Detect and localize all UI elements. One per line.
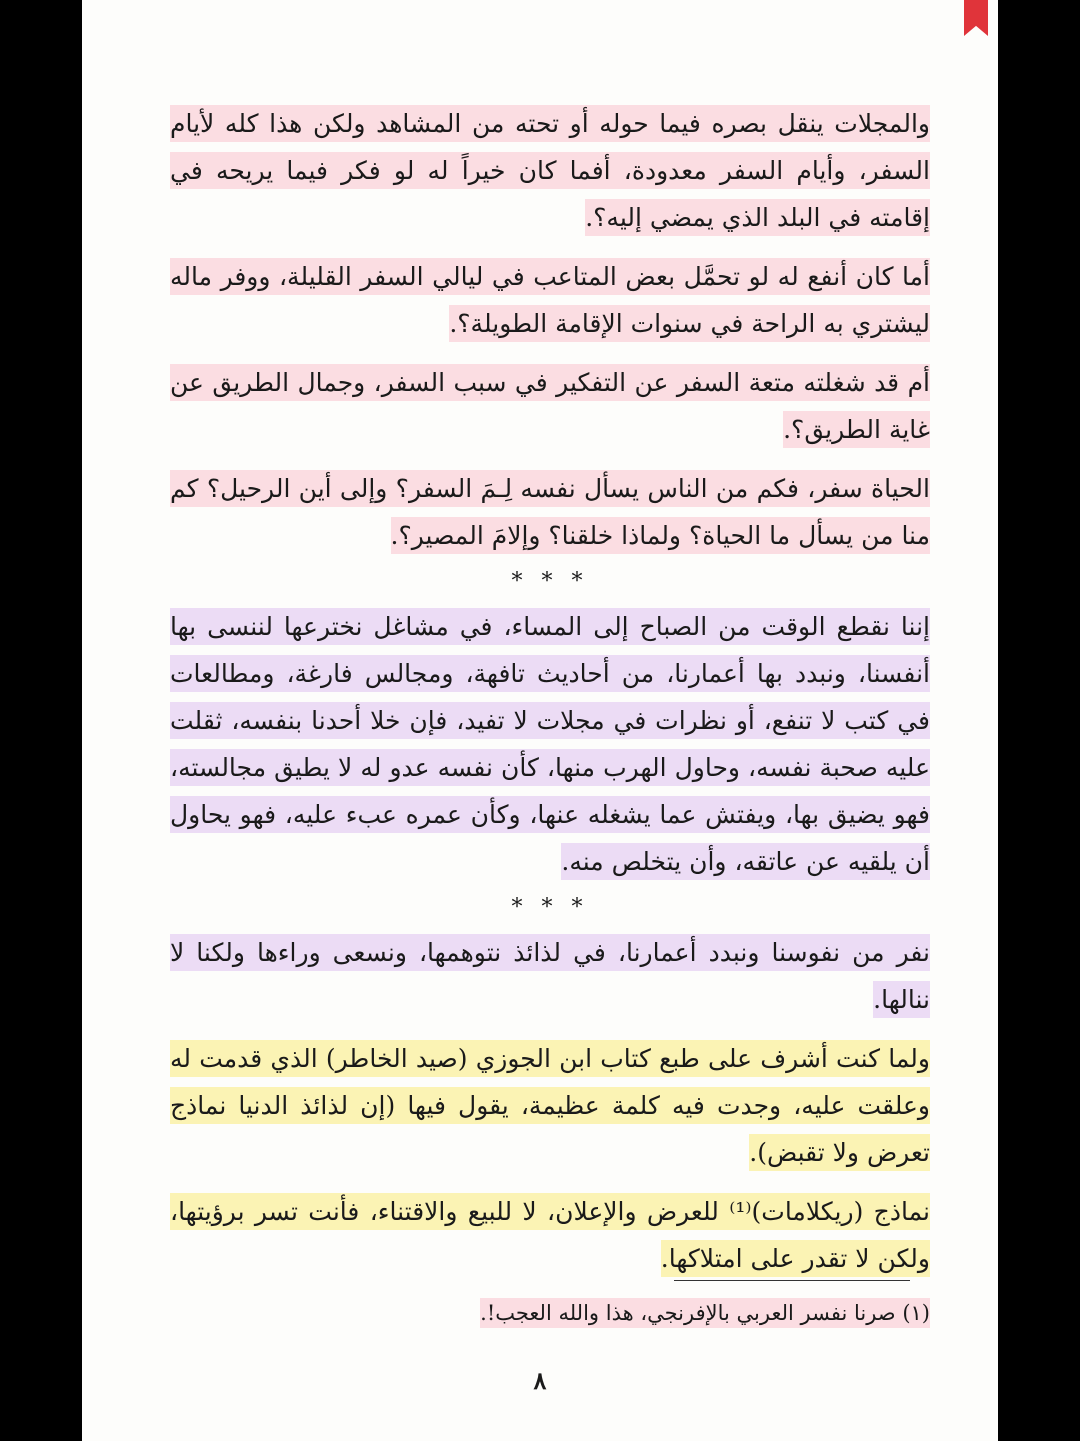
footnote-divider — [674, 1280, 910, 1281]
footnote-text: (١) صرنا نفسر العربي بالإفرنجي، هذا والله العجب!. — [480, 1298, 930, 1328]
paragraph-text: أما كان أنفع له لو تحمَّل بعض المتاعب في ليالي السفر القليلة، ووفر ماله ليشتري به الراحة في سنوات الإقامة الطويلة؟. — [170, 258, 930, 342]
paragraph-text: الحياة سفر، فكم من الناس يسأل نفسه لِـمَ السفر؟ وإلى أين الرحيل؟ كم منا من يسأل ما الحياة؟ ولماذا خلقنا؟ وإلامَ المصير؟. — [170, 470, 930, 554]
section-separator: * * * — [511, 895, 589, 920]
paragraph-7 — [170, 1035, 930, 1176]
paragraph-1 — [170, 100, 930, 241]
paragraph-text: إننا نقطع الوقت من الصباح إلى المساء، في مشاغل نخترعها لننسى بها أنفسنا، ونبدد بها أعمارنا، من أحاديث تافهة، ومجالس فارغة، ومطالعات في كتب لا تنفع، أو نظرات في مجلات لا تفيد، فإن خلا أحدنا بنفسه، ثقلت عليه صحبة نفسه، وحاول الهرب منها، كأن نفسه عدو له لا يطيق مجالسته، فهو يضيق بها، ويفتش عما يشغله عنها، وكأن عمره عبء عليه، فهو يحاول أن يلقيه عن عاتقه، وأن يتخلص منه. — [170, 608, 930, 880]
paragraph-5 — [170, 603, 930, 885]
bookmark-icon[interactable] — [964, 0, 988, 36]
section-separator: * * * — [511, 569, 589, 594]
paragraph-8 — [170, 1188, 930, 1282]
paragraph-text: نفر من نفوسنا ونبدد أعمارنا، في لذائذ نتوهمها، ونسعى وراءها ولكنا لا ننالها. — [170, 934, 930, 1018]
paragraph-text: والمجلات ينقل بصره فيما حوله أو تحته من المشاهد ولكن هذا كله لأيام السفر، وأيام السفر معدودة، أفما كان خيراً له لو فكر فيما يريحه في إقامته في البلد الذي يمضي إليه؟. — [170, 105, 930, 236]
paragraph-text: ولما كنت أشرف على طبع كتاب ابن الجوزي (صيد الخاطر) الذي قدمت له وعلقت عليه، وجدت فيه كلمة عظيمة، يقول فيها (إن لذائذ الدنيا نماذج تعرض ولا تقبض). — [170, 1040, 930, 1171]
page-number: ٨ — [533, 1366, 547, 1395]
paragraph-text: نماذج (ريكلامات)⁽¹⁾ للعرض والإعلان، لا للبيع والاقتناء، فأنت تسر برؤيتها، ولكن لا تقدر على امتلاكها. — [170, 1193, 930, 1277]
book-page — [82, 0, 998, 1441]
footnote — [170, 1296, 930, 1330]
paragraph-text: أم قد شغلته متعة السفر عن التفكير في سبب السفر، وجمال الطريق عن غاية الطريق؟. — [170, 364, 930, 448]
paragraph-3 — [170, 359, 930, 453]
paragraph-2 — [170, 253, 930, 347]
paragraph-6 — [170, 929, 930, 1023]
page-body — [170, 100, 930, 1294]
paragraph-4 — [170, 465, 930, 559]
